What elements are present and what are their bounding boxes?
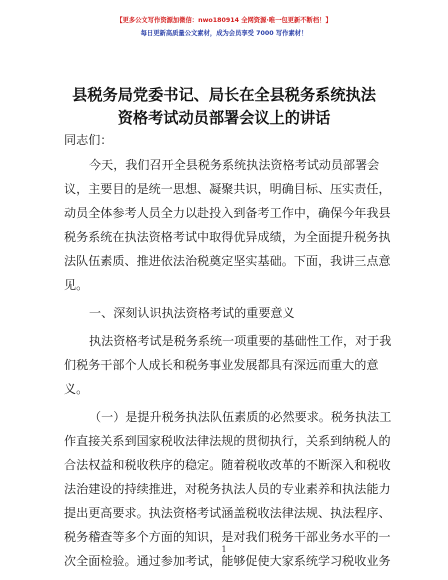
body-line: 见。 bbox=[64, 278, 89, 292]
body-line: 们税务干部个人成长和税务事业发展都具有深远而重大的意 bbox=[64, 358, 379, 372]
header-banner-top: 【更多公文写作资源加微信：nwo180914 全网资源·唯一包更新不断档！】 bbox=[116, 17, 332, 24]
header-banner-sub: 每日更新高质量公文素材，成为会员享受 7000 写作素材！ bbox=[140, 30, 308, 37]
body-line: 义。 bbox=[64, 382, 89, 396]
body-line: 次全面检验。通过参加考试，能够促使大家系统学习税收业务 bbox=[64, 554, 391, 568]
body-line: 税务系统在执法资格考试中取得优异成绩，为全面提升税务执 bbox=[64, 230, 391, 244]
body-line: 提出更高要求。执法资格考试涵盖税收法律法规、执法程序、 bbox=[64, 506, 391, 520]
salutation: 同志们： bbox=[64, 133, 113, 147]
subsection-heading-1: （一）是提升税务执法队伍素质的必然要求。税务执法工 bbox=[89, 410, 392, 424]
body-line: 作直接关系到国家税收法律法规的贯彻执行，关系到纳税人的 bbox=[64, 434, 391, 448]
body-line: 税务稽查等多个方面的知识，是对我们税务干部业务水平的一 bbox=[64, 530, 391, 544]
document-title-line-2: 资格考试动员部署会议上的讲话 bbox=[117, 109, 331, 127]
body-line: 执法资格考试是税务系统一项重要的基础性工作，对于我 bbox=[89, 334, 392, 348]
body-line: 动员全体参考人员全力以赴投入到备考工作中，确保今年我县 bbox=[64, 206, 391, 220]
body-line: 法治建设的持续推进，对税务执法人员的专业素养和执法能力 bbox=[64, 482, 391, 496]
body-line: 今天，我们召开全县税务系统执法资格考试动员部署会 bbox=[89, 158, 380, 172]
section-heading-1: 一、深刻认识执法资格考试的重要意义 bbox=[89, 306, 295, 320]
body-line: 议，主要目的是统一思想、凝聚共识，明确目标、压实责任， bbox=[64, 182, 391, 196]
body-line: 合法权益和税收秩序的稳定。随着税收改革的不断深入和税收 bbox=[64, 458, 391, 472]
document-title-line-1: 县税务局党委书记、局长在全县税务系统执法 bbox=[72, 86, 376, 104]
body-line: 法队伍素质、推进依法治税奠定坚实基础。下面，我讲三点意 bbox=[64, 254, 391, 268]
page-number: 1 bbox=[221, 545, 227, 554]
